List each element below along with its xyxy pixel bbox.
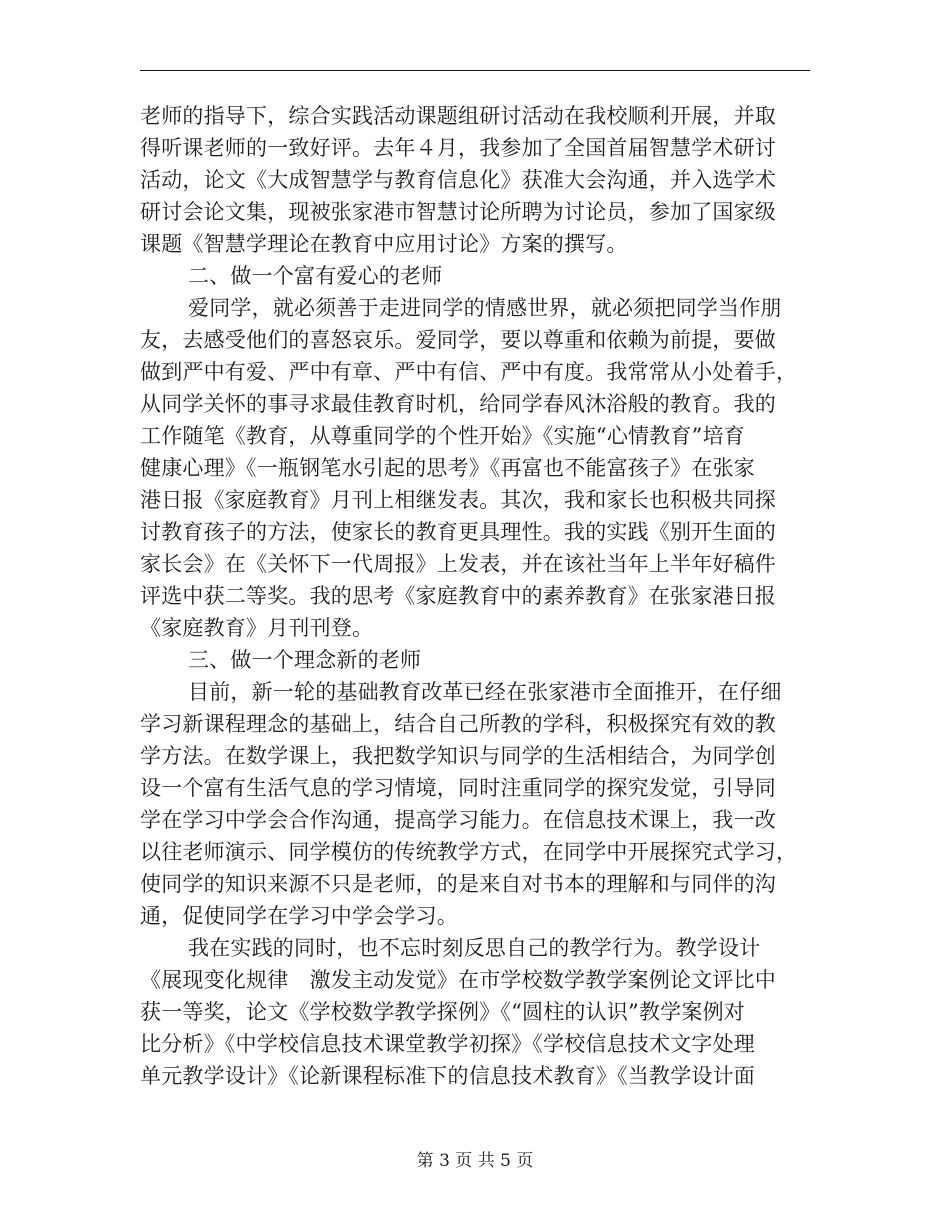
text-line: 友，去感受他们的喜怒哀乐。爱同学，要以尊重和依赖为前提，要做	[140, 328, 776, 352]
text-line: 做到严中有爱、严中有章、严中有信、严中有度。我常常从小处着手，	[140, 360, 798, 384]
text-line: 学在学习中学会合作沟通，提高学习能力。在信息技术课上，我一改	[140, 808, 776, 832]
text-line: 家长会》在《关怀下一代周报》上发表，并在该社当年上半年好稿件	[140, 552, 776, 576]
section-heading: 二、做一个富有爱心的老师	[188, 264, 443, 288]
text-line: 目前，新一轮的基础教育改革已经在张家港市全面推开，在仔细	[188, 680, 782, 704]
text-line: 港日报《家庭教育》月刊上相继发表。其次，我和家长也积极共同探	[140, 488, 776, 512]
document-body	[140, 100, 810, 1092]
header-rule	[140, 70, 810, 71]
text-line: 老师的指导下，综合实践活动课题组研讨活动在我校顺利开展，并取	[140, 104, 776, 128]
text-line: 单元教学设计》《论新课程标准下的信息技术教育》《当教学设计面	[140, 1064, 755, 1088]
text-line: 得听课老师的一致好评。去年４月，我参加了全国首届智慧学术研讨	[140, 136, 776, 160]
text-line: 比分析》《中学校信息技术课堂教学初探》《学校信息技术文字处理	[140, 1032, 755, 1056]
text-line: 以往老师演示、同学模仿的传统教学方式，在同学中开展探究式学习，	[140, 840, 798, 864]
text-line: 使同学的知识来源不只是老师，的是来自对书本的理解和与同伴的沟	[140, 872, 776, 896]
text-line: 健康心理》《一瓶钢笔水引起的思考》《再富也不能富孩子》在张家	[140, 456, 755, 480]
text-line: 讨教育孩子的方法，使家长的教育更具理性。我的实践《别开生面的	[140, 520, 776, 544]
page-number: 第 3 页 共 5 页	[416, 1151, 534, 1171]
text-line: 获一等奖，论文《学校数学教学探例》《“圆柱的认识”教学案例对	[140, 1000, 745, 1024]
text-line: 我在实践的同时，也不忘时刻反思自己的教学行为。教学设计	[188, 936, 761, 960]
text-line: 课题《智慧学理论在教育中应用讨论》方案的撰写。	[140, 232, 628, 256]
text-line: 研讨会论文集，现被张家港市智慧讨论所聘为讨论员，参加了国家级	[140, 200, 776, 224]
text-line: 爱同学，就必须善于走进同学的情感世界，就必须把同学当作朋	[188, 296, 782, 320]
text-line: 评选中获二等奖。我的思考《家庭教育中的素养教育》在张家港日报	[140, 584, 776, 608]
section-heading: 三、做一个理念新的老师	[188, 648, 422, 672]
text-line: 设一个富有生活气息的学习情境，同时注重同学的探究发觉，引导同	[140, 776, 776, 800]
text-line: 学方法。在数学课上，我把数学知识与同学的生活相结合，为同学创	[140, 744, 776, 768]
text-line: 工作随笔《教育，从尊重同学的个性开始》《实施“心情教育”培育	[140, 424, 745, 448]
text-line: 学习新课程理念的基础上，结合自己所教的学科，积极探究有效的教	[140, 712, 776, 736]
text-line: 通，促使同学在学习中学会学习。	[140, 904, 458, 928]
text-line: 《家庭教育》月刊刊登。	[140, 616, 374, 640]
text-line: 从同学关怀的事寻求最佳教育时机，给同学春风沐浴般的教育。我的	[140, 392, 776, 416]
text-line: 《展现变化规律 激发主动发觉》在市学校数学教学案例论文评比中	[140, 968, 776, 992]
text-line: 活动，论文《大成智慧学与教育信息化》获准大会沟通，并入选学术	[140, 168, 776, 192]
